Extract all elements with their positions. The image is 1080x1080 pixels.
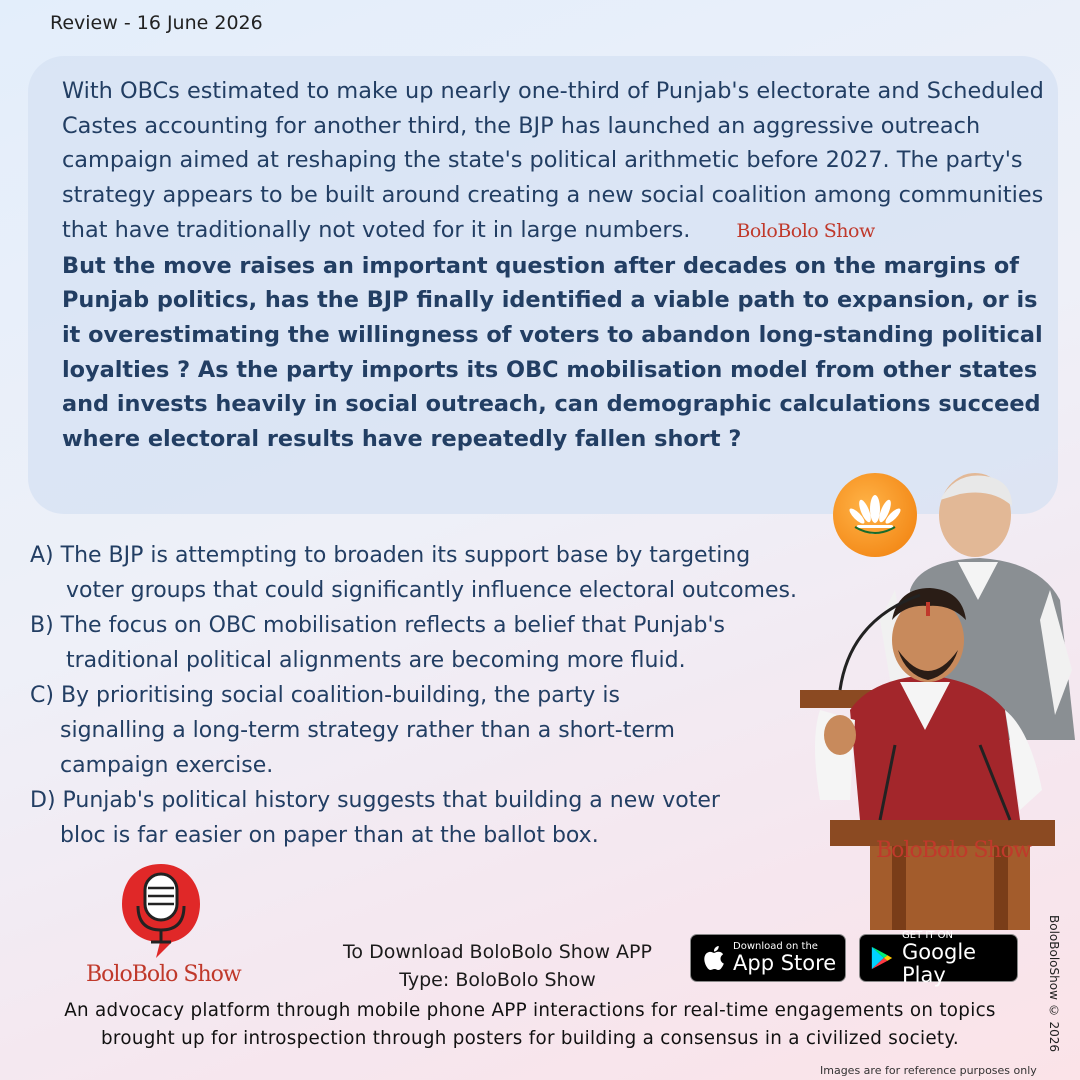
inline-brand-mark: BoloBolo Show <box>736 219 875 242</box>
option-b <box>30 608 890 678</box>
review-date: Review - 16 June 2026 <box>50 12 263 34</box>
download-line-1: To Download BoloBolo Show APP <box>343 941 652 963</box>
option-c-line2: signalling a long-term strategy rather than a short-term <box>60 718 675 743</box>
article-paragraph-1: With OBCs estimated to make up nearly one-third of Punjab's electorate and Scheduled Castes accounting for another third, the BJP has launched an aggressive outreach campaign aimed at reshaping the state's political arithmetic before 2027. The party's strategy appears to be built around creating a new social coalition among communities that have traditionally not voted for it in large numbers. BoloBolo Show <box>62 78 1044 243</box>
answer-options <box>30 538 890 853</box>
app-store-label: App Store <box>733 951 837 975</box>
copyright: BoloBoloShow © 2026 <box>1047 915 1061 1053</box>
google-play-icon <box>870 944 894 972</box>
logo-text: BoloBolo Show <box>86 962 241 987</box>
option-a-line1: A) The BJP is attempting to broaden its support base by targeting <box>30 543 751 568</box>
option-a <box>30 538 890 608</box>
option-c <box>30 678 890 783</box>
option-d <box>30 783 890 853</box>
app-store-small-label: Download on the <box>733 941 818 952</box>
article-paragraph-2: But the move raises an important question after decades on the margins of Punjab politics, has the BJP finally identified a viable path to expansion, or is it overestimating the willingness of voters to abandon long-standing political loyalties ? As the party imports its OBC mobilisation model from other states and invests heavily in social outreach, can demographic calculations succeed where electoral results have repeatedly fallen short ? <box>62 252 1043 453</box>
microphone-logo-icon <box>118 860 204 960</box>
tagline: An advocacy platform through mobile phone APP interactions for real-time engagements on topics brought up for introspection through posters for building a consensus in a civilized society. <box>64 1000 996 1049</box>
illustration-watermark: BoloBolo Show <box>876 838 1031 863</box>
app-store-button[interactable] <box>690 934 846 982</box>
download-instructions <box>300 938 695 994</box>
apple-icon <box>701 944 725 972</box>
option-c-line3: campaign exercise. <box>60 753 274 778</box>
google-play-label: Google Play <box>902 939 977 987</box>
option-a-line2: voter groups that could significantly influence electoral outcomes. <box>66 578 797 603</box>
google-play-button[interactable] <box>859 929 1018 987</box>
google-play-small-label: GET IT ON <box>902 929 953 941</box>
option-b-line1: B) The focus on OBC mobilisation reflects a belief that Punjab's <box>30 613 725 638</box>
footnote: Images are for reference purposes only <box>820 1064 1037 1077</box>
option-d-line2: bloc is far easier on paper than at the ballot box. <box>60 823 599 848</box>
option-b-line2: traditional political alignments are becoming more fluid. <box>66 648 686 673</box>
option-d-line1: D) Punjab's political history suggests that building a new voter <box>30 788 720 813</box>
option-c-line1: C) By prioritising social coalition-building, the party is <box>30 683 620 708</box>
download-line-2: Type: BoloBolo Show <box>399 969 596 991</box>
article-body <box>62 74 1047 457</box>
